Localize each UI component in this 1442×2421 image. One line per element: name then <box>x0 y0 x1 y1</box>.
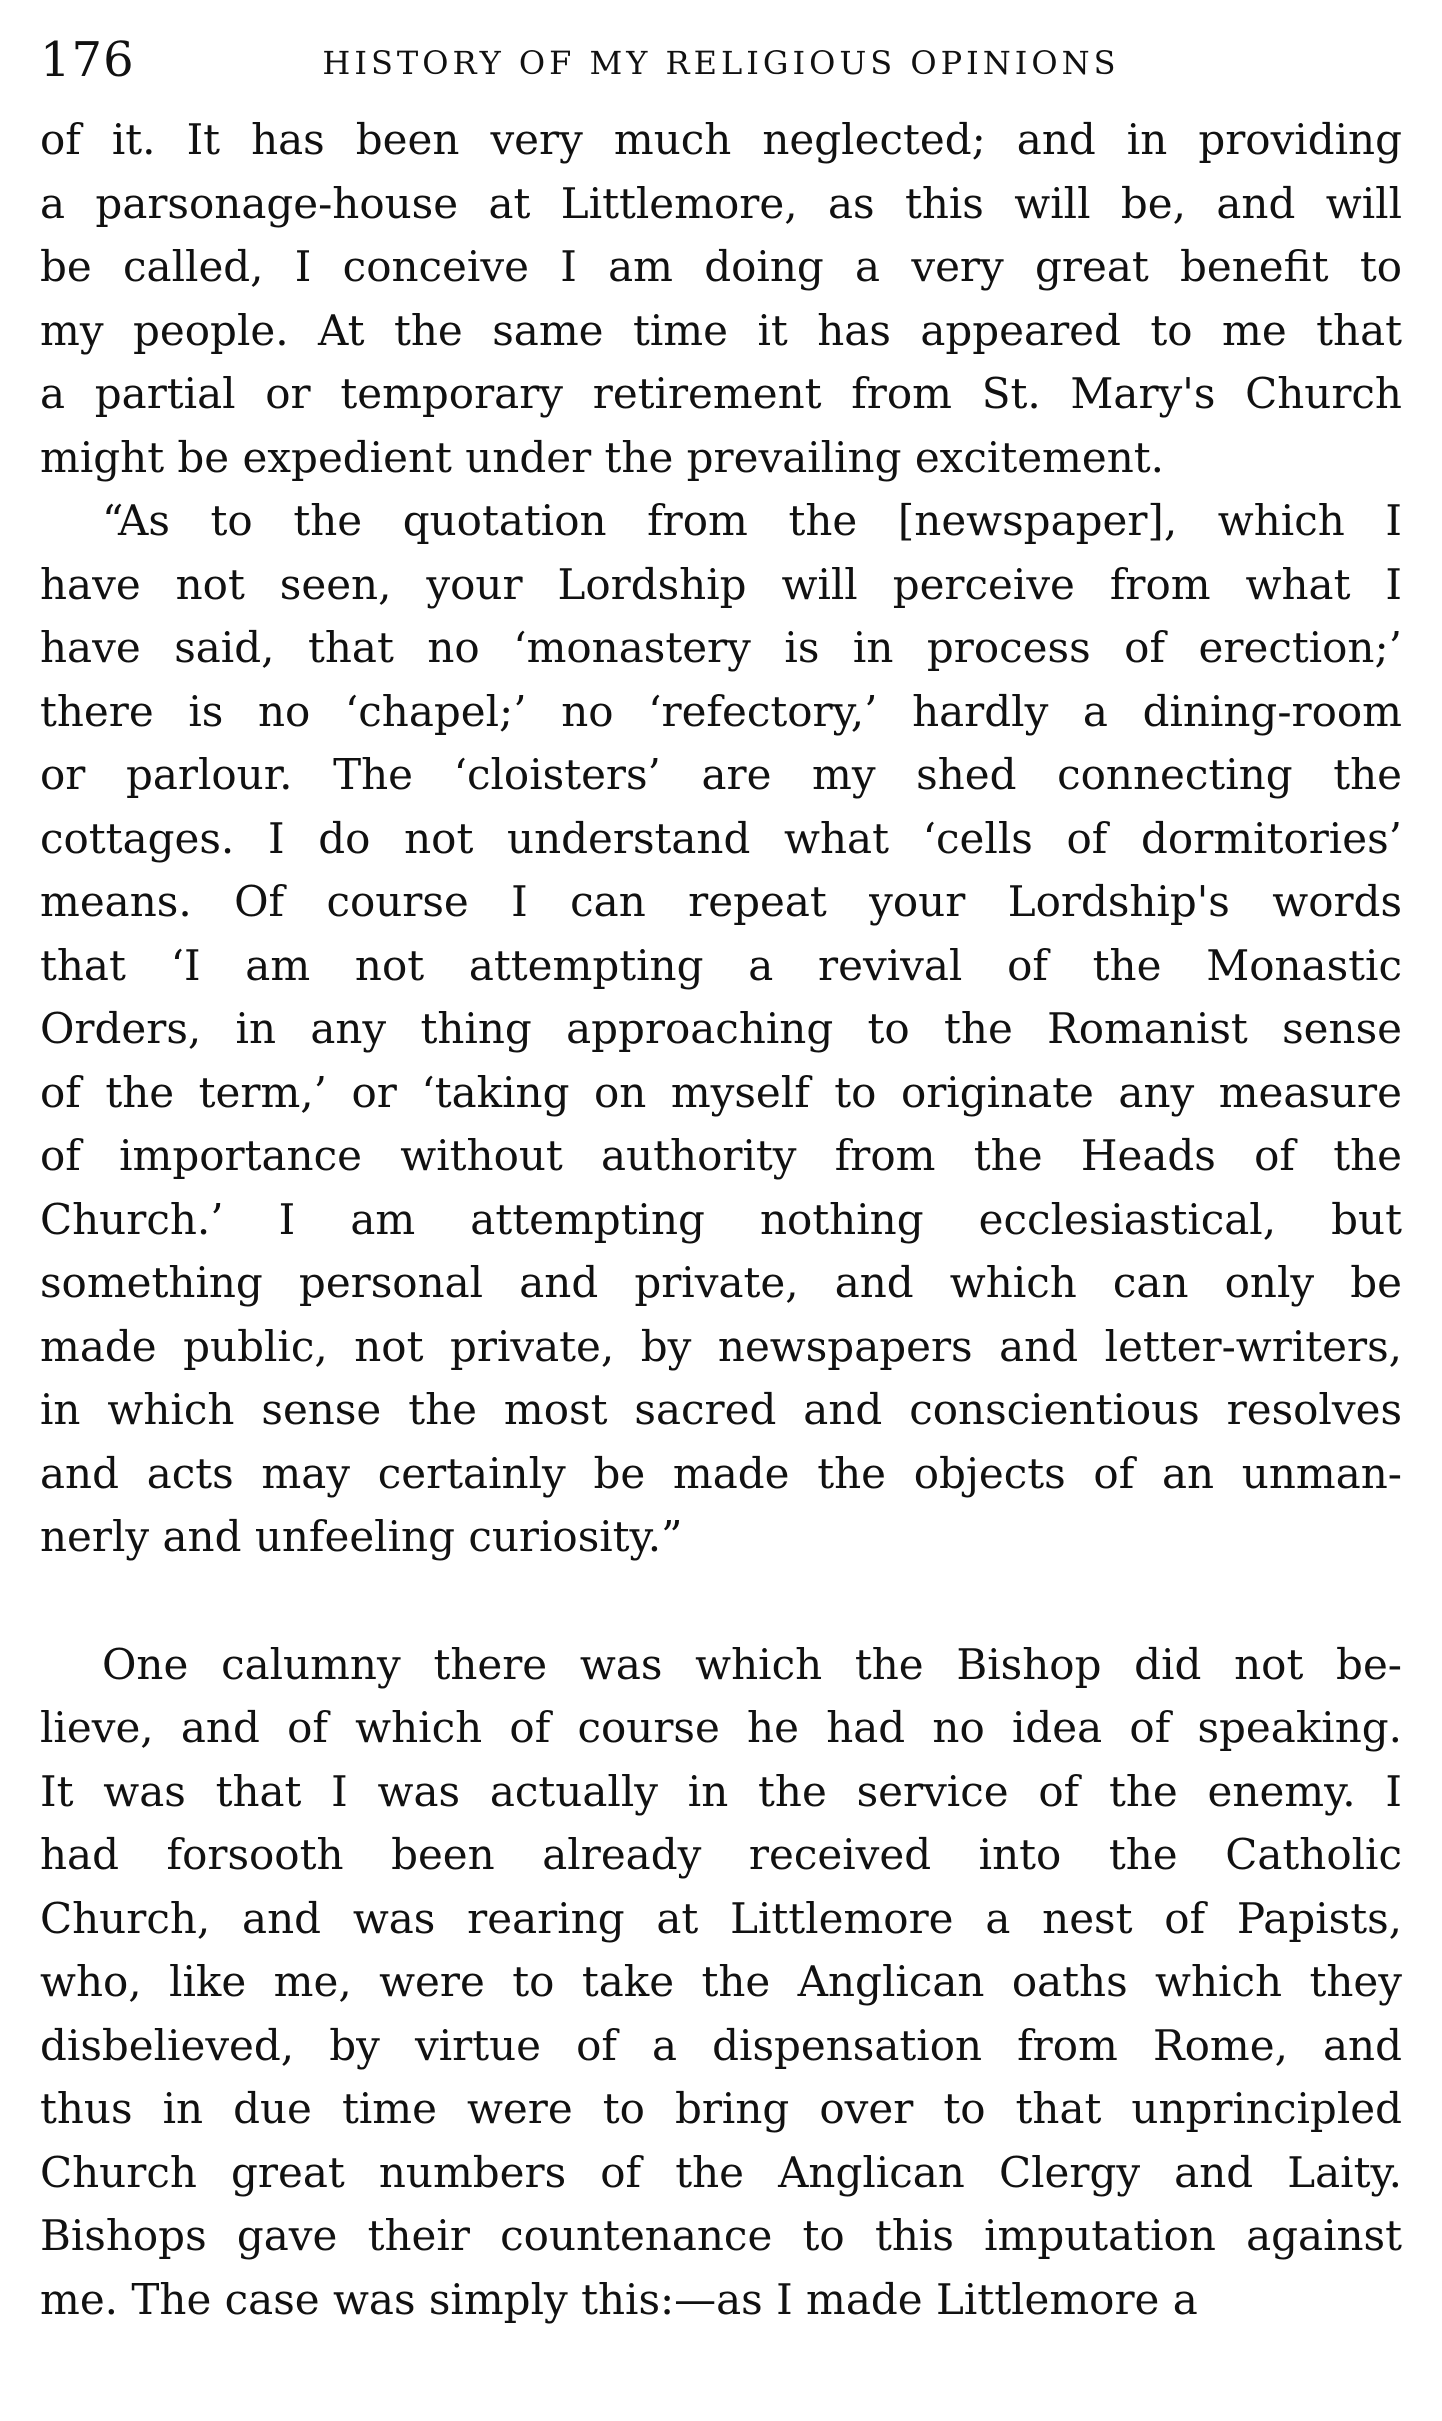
text-line: thus in due time were to bring over to that unprincipled <box>40 2084 1402 2133</box>
text-line: of the term,’ or ‘taking on myself to originate any measure <box>40 1067 1402 1117</box>
text-line: Bishops gave their countenance to this imputation against <box>40 2211 1402 2260</box>
text-line: and acts may certainly be made the objects of an unman- <box>40 1448 1402 1498</box>
text-line: of it. It has been very much neglected; and in providing <box>40 115 1402 164</box>
text-line: who, like me, were to take the Anglican oaths which they <box>40 1957 1402 2006</box>
running-head: HISTORY OF MY RELIGIOUS OPINIONS <box>322 44 1120 82</box>
text-line: there is no ‘chapel;’ no ‘refectory,’ hardly a dining-room <box>40 686 1402 736</box>
text-line: Church great numbers of the Anglican Clergy and Laity. <box>40 2147 1402 2197</box>
paragraph-gap <box>40 1569 1402 1633</box>
text-line: It was that I was actually in the service of the enemy. I <box>40 1766 1402 1816</box>
text-line: in which sense the most sacred and conscientious resolves <box>40 1385 1402 1434</box>
book-page <box>40 18 1402 2398</box>
paragraph <box>40 489 1402 1569</box>
text-line: Church.’ I am attempting nothing ecclesiastical, but <box>40 1194 1402 1244</box>
text-line: means. Of course I can repeat your Lordship's words <box>40 877 1402 926</box>
text-line: disbelieved, by virtue of a dispensation from Rome, and <box>40 2020 1402 2070</box>
text-line: be called, I conceive I am doing a very great benefit to <box>40 242 1402 291</box>
text-line: something personal and private, and which can only be <box>40 1258 1402 1307</box>
page-number: 176 <box>40 32 135 88</box>
text-line: cottages. I do not understand what ‘cells of dormitories’ <box>40 813 1402 863</box>
text-line: had forsooth been already received into the Catholic <box>40 1830 1402 1879</box>
text-line: a partial or temporary retirement from St. Mary's Church <box>40 369 1402 418</box>
text-line: Church, and was rearing at Littlemore a nest of Papists, <box>40 1893 1402 1943</box>
paragraph <box>40 1633 1402 2332</box>
text-line: Orders, in any thing approaching to the Romanist sense <box>40 1004 1402 1053</box>
text-line: have said, that no ‘monastery is in process of erection;’ <box>40 623 1402 672</box>
text-line: have not seen, your Lordship will perceive from what I <box>40 559 1402 609</box>
paragraph <box>40 108 1402 489</box>
text-line: my people. At the same time it has appeared to me that <box>40 305 1402 355</box>
text-line: or parlour. The ‘cloisters’ are my shed connecting the <box>40 750 1402 799</box>
page-header <box>40 18 1402 108</box>
body-text <box>40 108 1402 2331</box>
text-line: “As to the quotation from the [newspaper], which I <box>102 496 1402 545</box>
text-line: might be expedient under the prevailing excitement. <box>40 432 1165 482</box>
text-line: of importance without authority from the Heads of the <box>40 1131 1402 1180</box>
text-line: One calumny there was which the Bishop did not be- <box>102 1639 1402 1689</box>
text-line: that ‘I am not attempting a revival of the Monastic <box>40 940 1402 990</box>
text-line: made public, not private, by newspapers and letter-writers, <box>40 1321 1402 1371</box>
text-line: lieve, and of which of course he had no idea of speaking. <box>40 1703 1402 1752</box>
text-line: me. The case was simply this:—as I made Littlemore a <box>40 2274 1198 2324</box>
text-line: a parsonage-house at Littlemore, as this will be, and will <box>40 178 1402 228</box>
text-line: nerly and unfeeling curiosity.” <box>40 1512 683 1561</box>
